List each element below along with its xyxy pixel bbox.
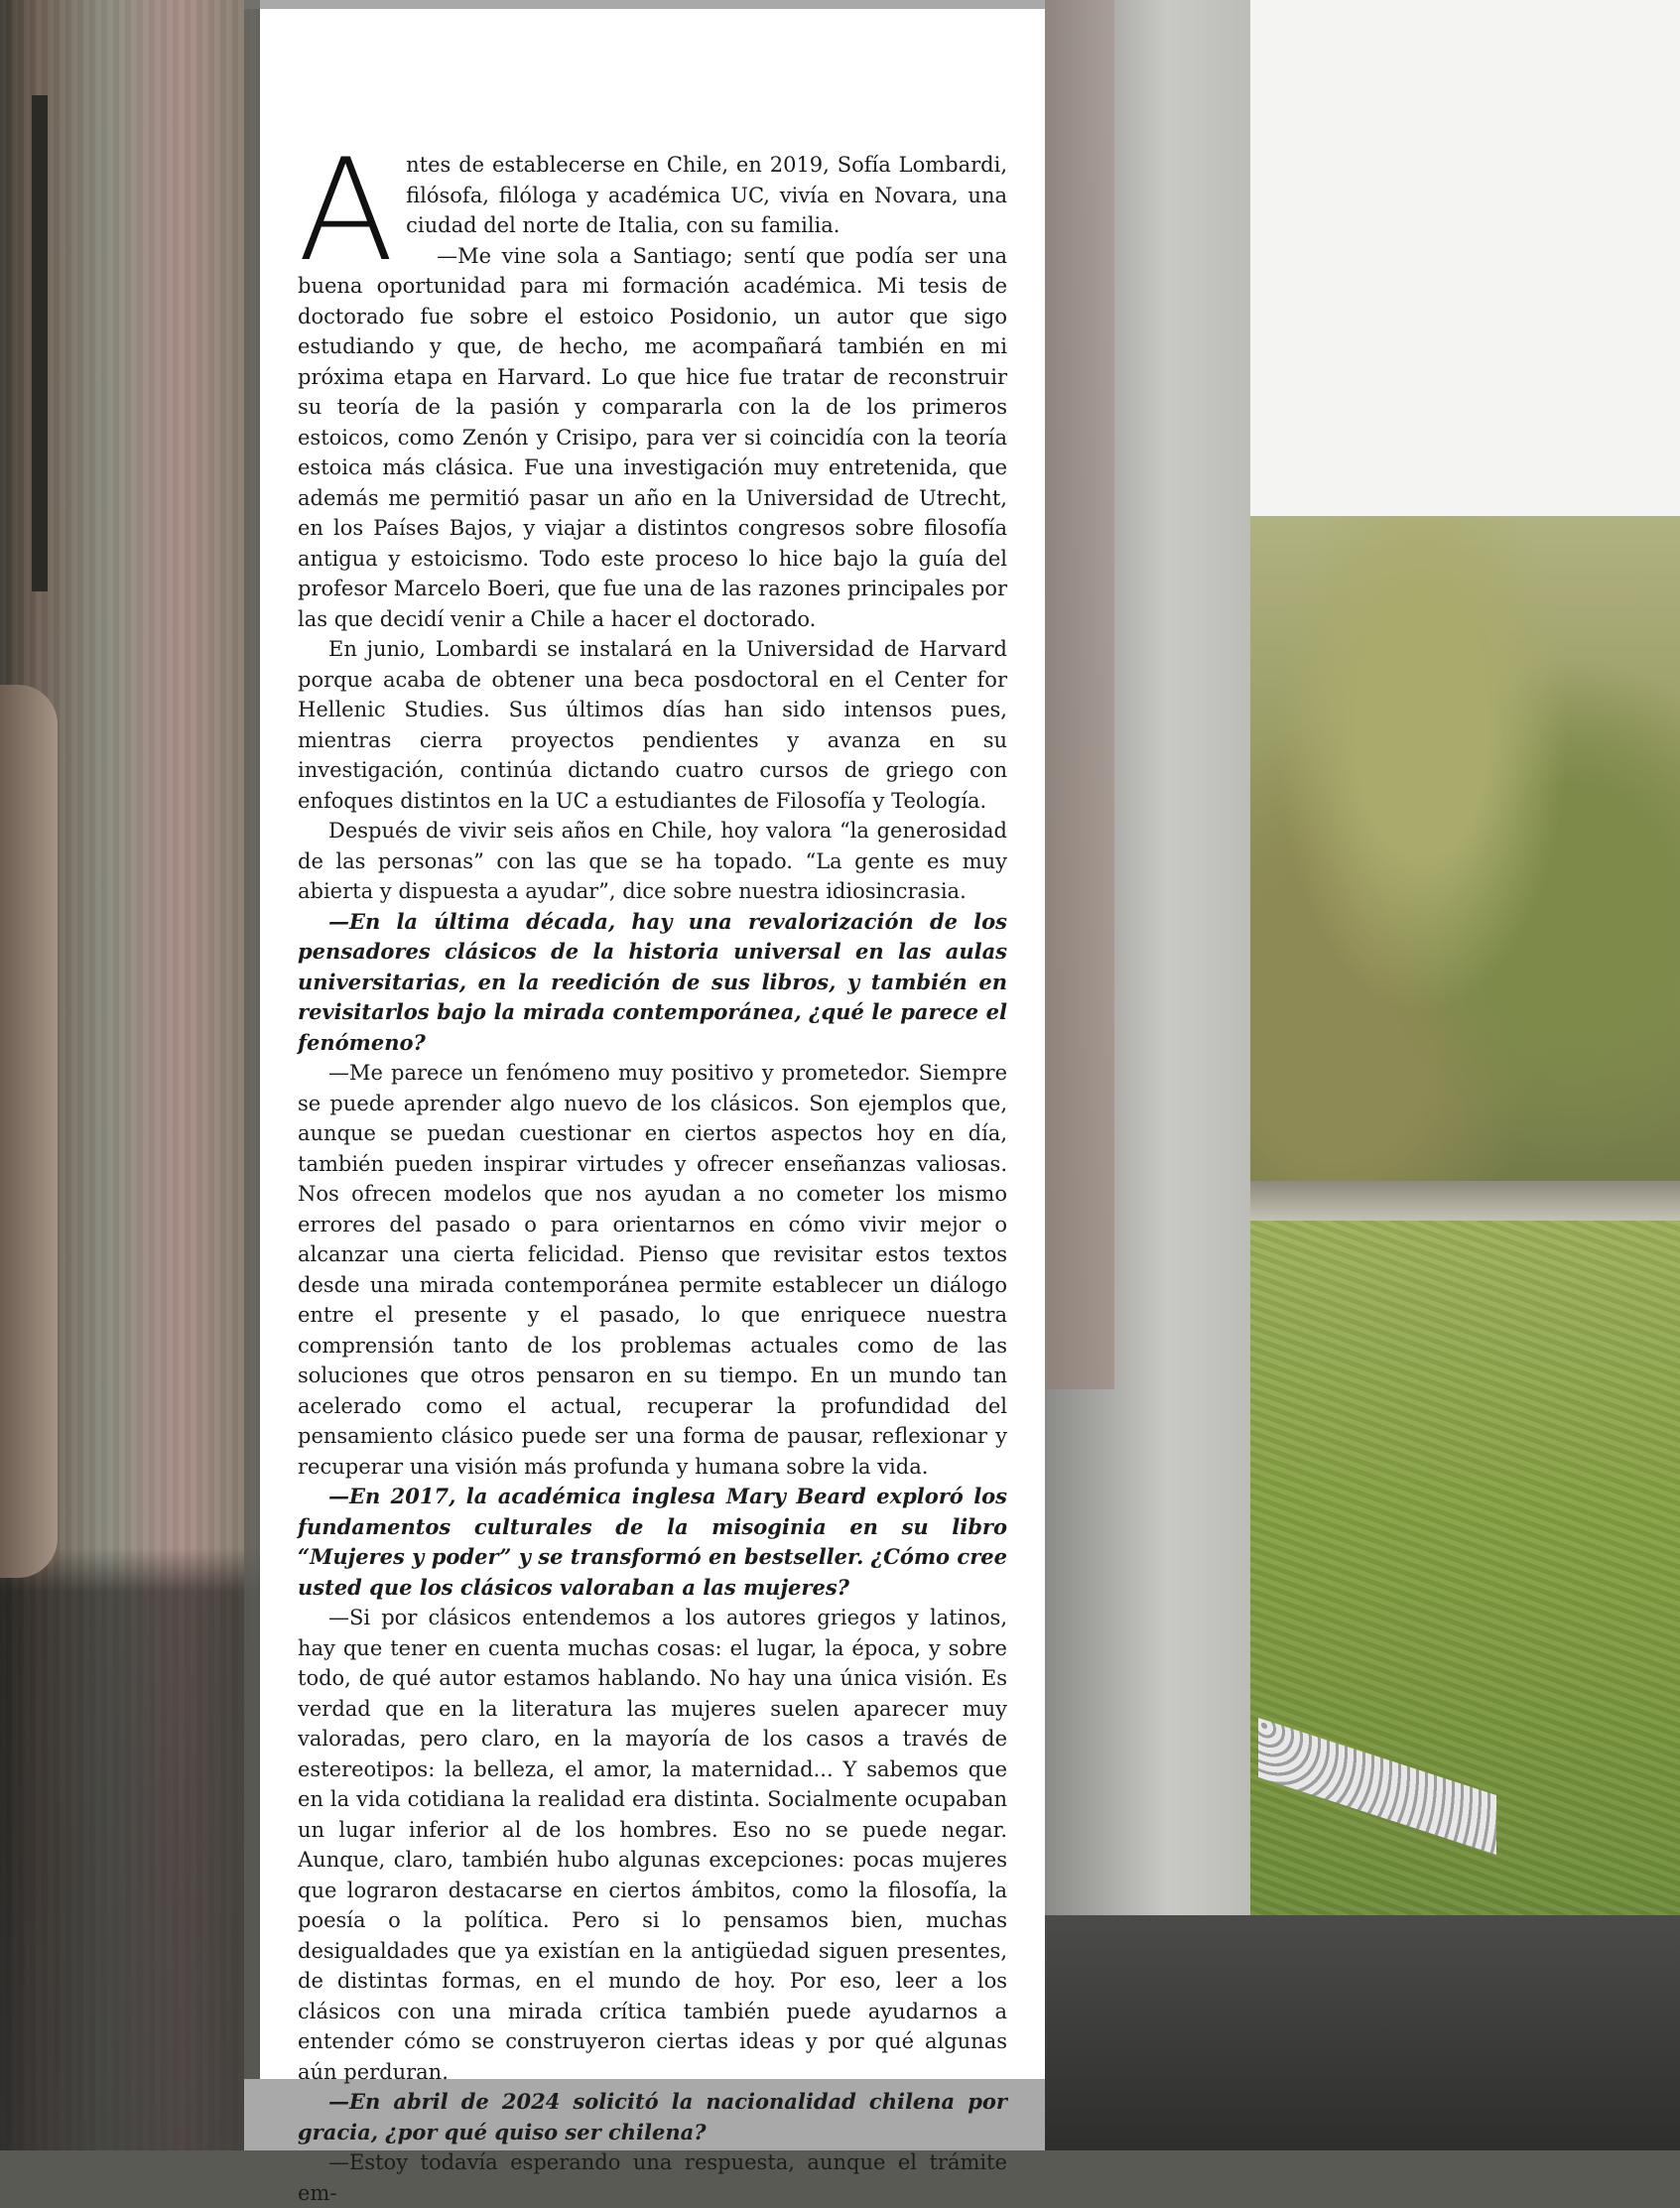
page-top-border [244, 0, 1045, 9]
photo-door-frame [32, 95, 48, 591]
photo-fence [1250, 1181, 1680, 1221]
paragraph-body: En junio, Lombardi se instalará en la Universidad de Harvard porque acaba de obtener una beca posdoctoral en el Center for Hellenic Studies. Sus últimos días han sido intensos pues, mientras cierra proyectos pendientes y avanza en su investigación, continúa dictando cuatro cursos de griego con enfoques distintos en la UC a estudiantes de Filosofía y Teología. [298, 637, 1007, 813]
paragraph-answer: —Si por clásicos entendemos a los autores griegos y latinos, hay que tener en cuenta muchas cosas: el lugar, la época, y sobre todo, de qué autor estamos hablando. No hay una única visión. Es verdad que en la literatura las mujeres suelen aparecer muy valoradas, pero claro, en la mayoría de los casos a través de estereotipos: la belleza, el amor, la maternidad... Y sabemos que en la vida cotidiana la realidad era distinta. Socialmente ocupaban un lugar inferior al de los hombres. Eso no se puede negar. Aunque, claro, también hubo algunas excepciones: pocas mujeres que lograron destacarse en ciertos ámbitos, como la filosofía, la poesía o la política. Pero si lo pensamos bien, muchas desigualdades que ya existían en la antigüedad siguen presentes, de distintas formas, en el mundo de hoy. Por eso, leer a los clásicos con una mirada crítica también puede ayudarnos a entender cómo se construyeron ciertas ideas y por qué algunas aún perduran. [298, 1606, 1007, 2084]
paragraph-lead: ntes de establecerse en Chile, en 2019, Sofía Lombardi, filósofa, filóloga y académica UC, vivía en Novara, una ciudad del norte de Italia, con su familia. [406, 153, 1007, 237]
drop-cap: A [298, 129, 395, 293]
article-body [298, 129, 1007, 2208]
paragraph-question: —En la última década, hay una revalorización de los pensadores clásicos de la historia universal en las aulas universitarias, en la reedición de sus libros, y también en revisitarlos bajo la mirada contemporánea, ¿qué le parece el fenómeno? [298, 908, 1007, 1055]
background-photo-right [1045, 0, 1680, 2150]
photo-person-sleeve [0, 685, 58, 1578]
page-left-border [244, 0, 260, 2150]
paragraph-question: —En abril de 2024 solicitó la nacionalidad chilena por gracia, ¿por qué quiso ser chilena? [298, 2089, 1007, 2144]
photo-sky [1250, 0, 1680, 556]
paragraph-answer: —Estoy todavía esperando una respuesta, aunque el trámite em- [298, 2150, 1007, 2205]
paragraph-answer: —Me parece un fenómeno muy positivo y prometedor. Siempre se puede aprender algo nuevo de los clásicos. Son ejemplos que, aunque se puedan cuestionar en ciertos aspectos hoy en día, también pueden inspirar virtudes y ofrecer enseñanzas valiosas. Nos ofrecen modelos que nos ayudan a no cometer los mismo errores del pasado o para orientarnos en cómo vivir mejor o alcanzar una cierta felicidad. Pienso que revisitar estos textos desde una mirada contemporánea permite establecer un diálogo entre el presente y el pasado, lo que enriquece nuestra comprensión tanto de los problemas actuales como de las soluciones que otros pensaron en su tiempo. En un mundo tan acelerado como el actual, recuperar la profundidad del pensamiento clásico puede ser una forma de pausar, reflexionar y recuperar una visión más profunda y humana sobre la vida. [298, 1061, 1007, 1479]
paragraph-answer: —Me vine sola a Santiago; sentí que podía ser una buena oportunidad para mi formación académica. Mi tesis de doctorado fue sobre el estoico Posidonio, un autor que sigo estudiando y que, de hecho, me acompañará también en mi próxima etapa en Harvard. Lo que hice fue tratar de reconstruir su teoría de la pasión y compararla con la de los primeros estoicos, como Zenón y Crisipo, para ver si coincidía con la teoría estoica más clásica. Fue una investigación muy entretenida, que además me permitió pasar un año en la Universidad de Utrecht, en los Países Bajos, y viajar a distintos congresos sobre filosofía antigua y estoicismo. Todo este proceso lo hice bajo la guía del profesor Marcelo Boeri, que fue una de las razones principales por las que decidí venir a Chile a hacer el doctorado. [298, 243, 1007, 631]
background-photo-left [0, 0, 260, 2150]
photo-floor [1045, 1915, 1680, 2150]
photo-trees [1250, 516, 1680, 1231]
paragraph-question: —En 2017, la académica inglesa Mary Beard exploró los fundamentos culturales de la misoginia en su libro “Mujeres y poder” y se transformó en bestseller. ¿Cómo cree usted que los clásicos valoraban a las mujeres? [298, 1484, 1007, 1600]
photo-pillar-shade [1045, 0, 1114, 1389]
paragraph-body: Después de vivir seis años en Chile, hoy valora “la generosidad de las personas” con las que se ha topado. “La gente es muy abierta y dispuesta a ayudar”, dice sobre nuestra idiosincrasia. [298, 819, 1007, 903]
